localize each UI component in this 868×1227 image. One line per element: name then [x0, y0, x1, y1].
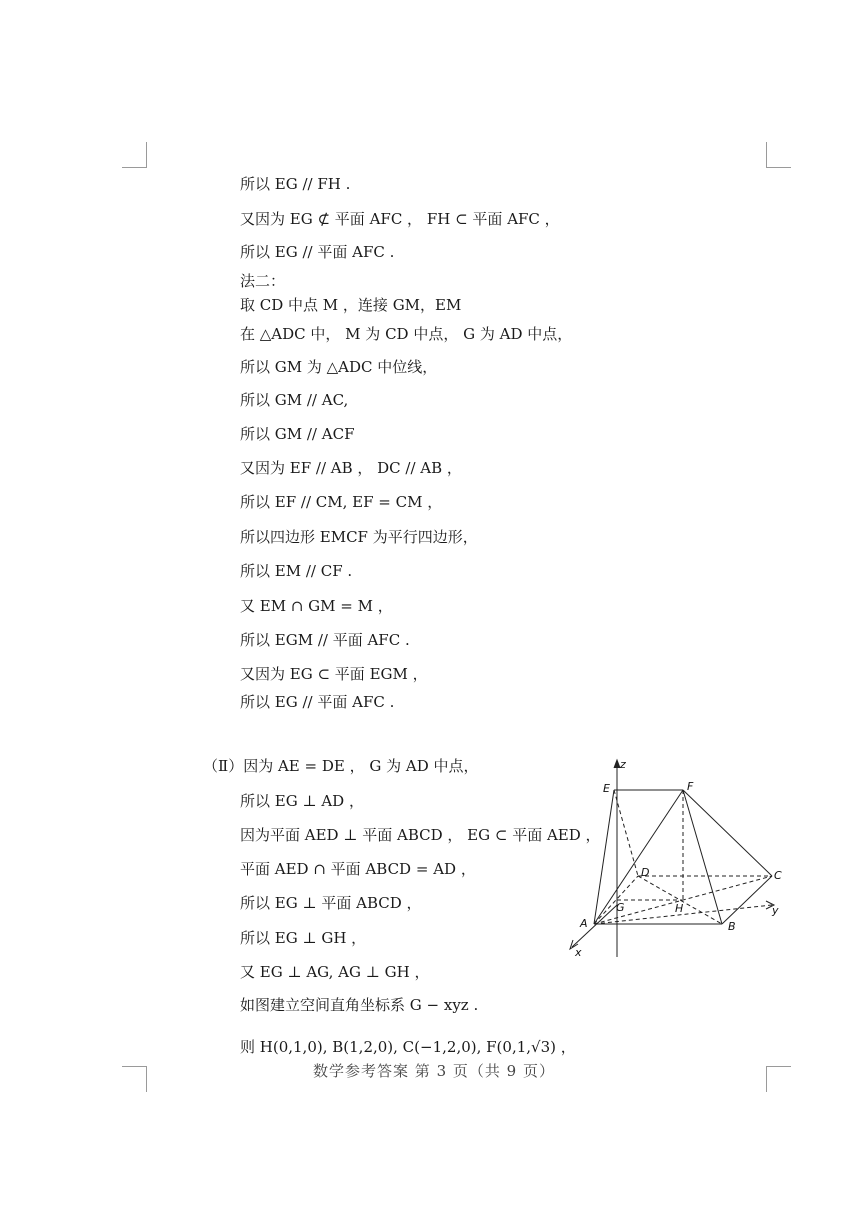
text-line: 所以 EF // CM, EF = CM ， — [240, 493, 443, 511]
text-line: 所以 GM 为 △ADC 中位线， — [240, 358, 438, 376]
edge-FB — [683, 790, 722, 924]
text-line: 又 EM ∩ GM = M ， — [240, 597, 393, 615]
crop-mark-top-right-h — [766, 167, 791, 168]
label-H: H — [675, 902, 684, 915]
text-line: 法二： — [240, 272, 286, 290]
label-G: G — [616, 901, 625, 914]
label-C: C — [774, 869, 782, 882]
text-line: 所以 EG ⊥ AD ， — [240, 792, 364, 810]
text-line: 所以 EGM // 平面 AFC . — [240, 631, 410, 649]
text-line: 所以 EG ⊥ 平面 ABCD ， — [240, 894, 422, 912]
text-line: 所以 GM // AC, — [240, 391, 349, 409]
x-axis — [572, 905, 617, 947]
label-y: y — [772, 904, 779, 917]
label-E: E — [603, 782, 610, 795]
text-line: 则 H(0,1,0), B(1,2,0), C(−1,2,0), F(0,1,√3) ， — [240, 1038, 576, 1056]
text-line: 又 EG ⊥ AG, AG ⊥ GH ， — [240, 963, 430, 981]
text-line: 所以 GM // ACF — [240, 425, 355, 443]
label-F: F — [687, 780, 694, 793]
text-line: 如图建立空间直角坐标系 G − xyz . — [240, 996, 479, 1014]
crop-mark-top-right — [766, 142, 767, 168]
text-line: 所以 EG // 平面 AFC . — [240, 243, 395, 261]
edge-EA — [594, 790, 614, 924]
crop-mark-top-left — [146, 142, 147, 168]
text-line: 又因为 EF // AB ， DC // AB ， — [240, 459, 462, 477]
text-line: 又因为 EG ⊂ 平面 EGM ， — [240, 665, 428, 683]
text-line: 所以 EG ⊥ GH ， — [240, 929, 367, 947]
label-x: x — [575, 946, 582, 959]
edge-BC — [722, 876, 772, 924]
part2-heading: （Ⅱ）因为 AE = DE ， G 为 AD 中点， — [203, 757, 479, 775]
text-line: 又因为 EG ⊄ 平面 AFC ， FH ⊂ 平面 AFC ， — [240, 210, 560, 228]
text-line: 所以 EG // FH . — [240, 175, 351, 193]
crop-mark-top-left-h — [122, 167, 147, 168]
text-line: 所以四边形 EMCF 为平行四边形， — [240, 528, 478, 546]
geometry-figure — [560, 752, 785, 962]
text-line: 取 CD 中点 M ，连接 GM，EM — [240, 296, 462, 314]
label-A: A — [580, 917, 588, 930]
text-line: 在 △ADC 中， M 为 CD 中点， G 为 AD 中点， — [240, 325, 573, 343]
text-line: 因为平面 AED ⊥ 平面 ABCD ， EG ⊂ 平面 AED ， — [240, 826, 601, 844]
label-D: D — [641, 866, 650, 879]
text-line: 平面 AED ∩ 平面 ABCD = AD ， — [240, 860, 476, 878]
page-footer: 数学参考答案 第 3 页（共 9 页） — [313, 1062, 555, 1080]
text-line: 所以 EM // CF . — [240, 562, 353, 580]
text-line: 所以 EG // 平面 AFC . — [240, 693, 395, 711]
edge-FC — [683, 790, 772, 876]
label-B: B — [728, 920, 736, 933]
label-z: z — [620, 758, 626, 771]
